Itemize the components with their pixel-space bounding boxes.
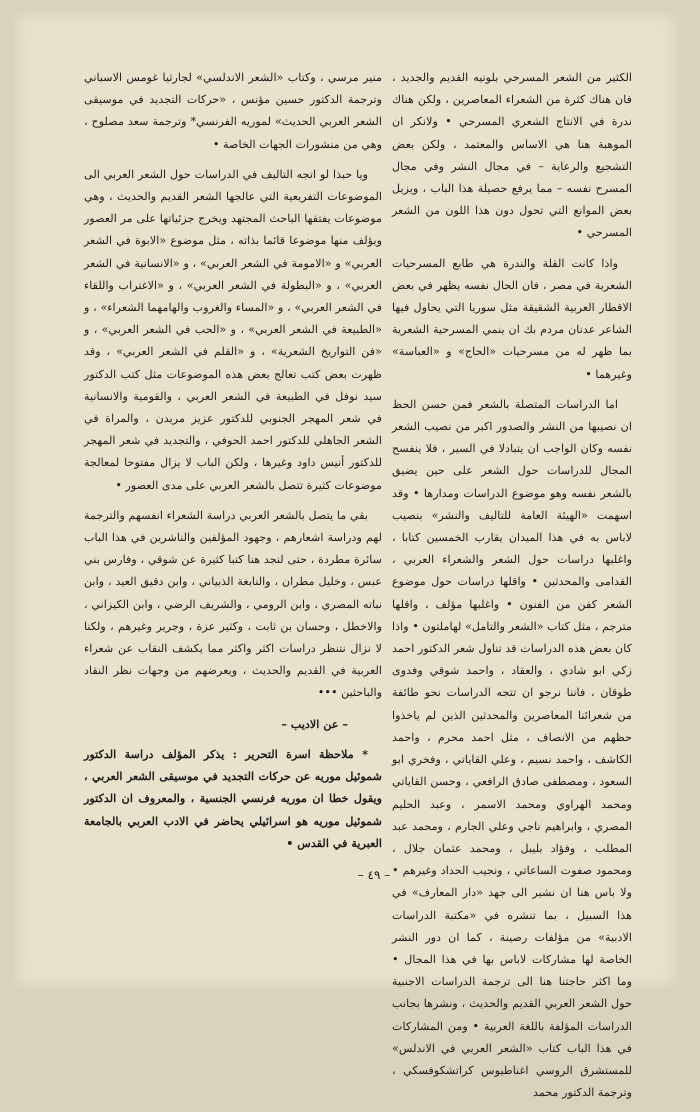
paragraph: الكثير من الشعر المسرحي بلونيه القديم والجديد ، فان هناك كثرة من الشعراء المعاصرين ، ولكن هناك ندرة في الانتاج الشعري المسرحي • ولانكر ان الموهبة هنا هي الاساس والمعتمد ، ولكن بعض التشجيع والرعاية – في مجال النشر وفي مجال المسرح نفسه – مما يرفع حصيلة هذا الباب ، ويزيل بعض الموانع التي تحول دون هذا اللون من الشعر المسرحي • (392, 71, 632, 240)
document-page (14, 12, 678, 1100)
editorial-note: * ملاحظة اسرة التحرير : يذكر المؤلف دراسة الدكتور شموئيل موريه عن حركات التجديد في موسيقى الشعر العربي ، ويقول خطا ان موريه فرنسي الجنسية ، والمعروف ان الدكتور شموئيل موريه هو اسرائيلي يحاضر في الادب العربي بالجامعة العبرية في القدس • (84, 746, 382, 850)
source-attribution: – عن الاديب – (281, 716, 348, 731)
paragraph: منير مرسي ، وكتاب «الشعر الاندلسي» لجارثيا غومس الاسباني وترجمة الدكتور حسين مؤنس ، «حركات التجديد في موسيقى الشعر العربي الحديث» لموريه الفرنسي* وترجمة سعد مصلوح ، وهي من منشورات الجهات الخاصة • (84, 71, 382, 151)
page-number: – ٤٩ – (357, 868, 391, 882)
left-column (84, 67, 382, 862)
paragraph: ويا حبذا لو اتجه التاليف في الدراسات حول الشعر العربي الى الموضوعات التفريعية التي عالجها الشعر القديم والحديث ، وهي موضوعات يفتقها الباحث المجتهد ويخرج جزئياتها على مر العصور ويؤلف منها موضوعا قائما بذاته ، مثل موضوع «الابوة في الشعر العربي» و «الامومة في الشعر العربي» ، و «الانسانية في الشعر العربي» ، و «البطولة في الشعر العربي» ، و «الاغتراب واللقاء في الشعر العربي» ، و «المساء والغروب والهامهما الشعراء» ، و «الطبيعة في الشعر العربي» ، و «الحب في الشعر العربي» ، و «فن التواريخ الشعرية» ، و «القلم في الشعر العربي» ، وقد ظهرت بعض كتب تعالج بعض هذه الموضوعات مثل كتب الدكتور سيد نوفل في الطبيعة في الشعر العربي ، والقومية والانسانية في شعر المهجر الجنوبي للدكتور عزيز مريدن ، والمراة في الشعر الجاهلي للدكتور احمد الحوفي ، والتجديد في شعر المهجر للدكتور أنيس داود وغيرها ، ولكن الباب لا يزال مفتوحا لمعالجة موضوعات كثيرة تتصل بالشعر العربي على مدى العصور • (84, 167, 382, 492)
right-column (392, 67, 632, 1112)
paragraph: اما الدراسات المتصلة بالشعر فمن حسن الحظ ان نصيبها من النشر والصدور اكبر من نصيب الشعر نفسه وكان الواجب ان يتبادلا في السير ، فلا ينفسح المجال للدراسات حول الشعر على حين يضيق بالشعر نفسه وهو موضوع الدراسات ومدارها • وقد اسهمت «الهيئة العامة للتاليف والنشر» بنصيب لاباس به في هذا الميدان يقارب الخمسين كتابا ، واغلبها دراسات حول الشعر والشعراء العربي ، القدامى والمحدثين • واقلها دراسات حول موضوع الشعر كفن من الفنون • واغلبها مؤلف ، واقلها مترجم ، مثل كتاب «الشعر والتامل» لهاملتون • واذا كان بعض هذه الدراسات قد تناول شعر الدكتور احمد زكي ابو شادي ، والعقاد ، واحمد شوقي وفدوى طوقان ، فاننا نرجو ان تتجه الدراسات نحو طائفة من شعرائنا المعاصرين والمحدثين الذين لم ياخذوا حظهم من الانصاف ، مثل احمد محرم ، واحمد الكاشف ، واحمد نسيم ، وعلي القاياتي ، وفخري ابو السعود ، ومصطفى صادق الرافعي ، وحسن القاياتي ومحمد الهراوي ومحمد الاسمر ، وعبد الحليم المصري ، وابراهيم ناجي وعلي الجارم ، ومحمد عبد المطلب ، وفؤاد بليبل ، ومحمد عثمان جلال ، ومحمود صفوت الساعاتي ، ونجيب الحداد وغيرهم • ولا باس هنا ان نشير الى جهد «دار المعارف» في هذا السبيل ، بما تنشره في «مكتبة الدراسات الادبية» من مؤلفات رصينة ، كما ان دور النشر الخاصة لها مشاركات لاباس بها في هذا المجال • وما اكثر حاجتنا هنا الى ترجمة الدراسات الاجنبية حول الشعر العربي القديم والحديث ، ونشرها بجانب الدراسات المؤلفة باللغة العربية • ومن المشاركات في هذا الباب كتاب «الشعر العربي في الاندلس» للمستشرق الروسي اغناطيوس كراتشكوفسكي ، وترجمة الدكتور محمد (392, 397, 632, 1100)
paragraph: واذا كانت القلة والندرة هي طابع المسرحيات الشعرية في مصر ، فان الحال نفسه يظهر في بعض الاقطار العربية الشقيقة مثل سوريا التي يحاول فيها الشاعر عدنان مردم بك ان ينمي المسرحية الشعرية بما ظهر له من مسرحيات «الحاج» و «العباسة» وغيرهما • (392, 256, 632, 381)
paragraph: بقي ما يتصل بالشعر العربي دراسة الشعراء انفسهم والترجمة لهم ودراسة اشعارهم ، وجهود المؤلفين والناشرين في هذا الباب سائرة مطردة ، حتى لنجد هنا كتبا كثيرة عن شوقي ، وفارس بني عبس ، وخليل مطران ، والنابغة الذبياني ، وابن دقيق العيد ، وابن نباته المصري ، وابن الرومي ، والشريف الرضي ، وابن الكيزاني ، والاخطل ، وحسان بن ثابت ، وكثير عزة ، وجرير وغيرهم ، ولكنا لا نزال نتنظر دراسات اكثر واكثر مما يكشف النقاب عن شعراء العربية في القديم والحديث ، ويعرضهم من وجهات نظر النقاد والباحثين ••• (84, 508, 382, 700)
